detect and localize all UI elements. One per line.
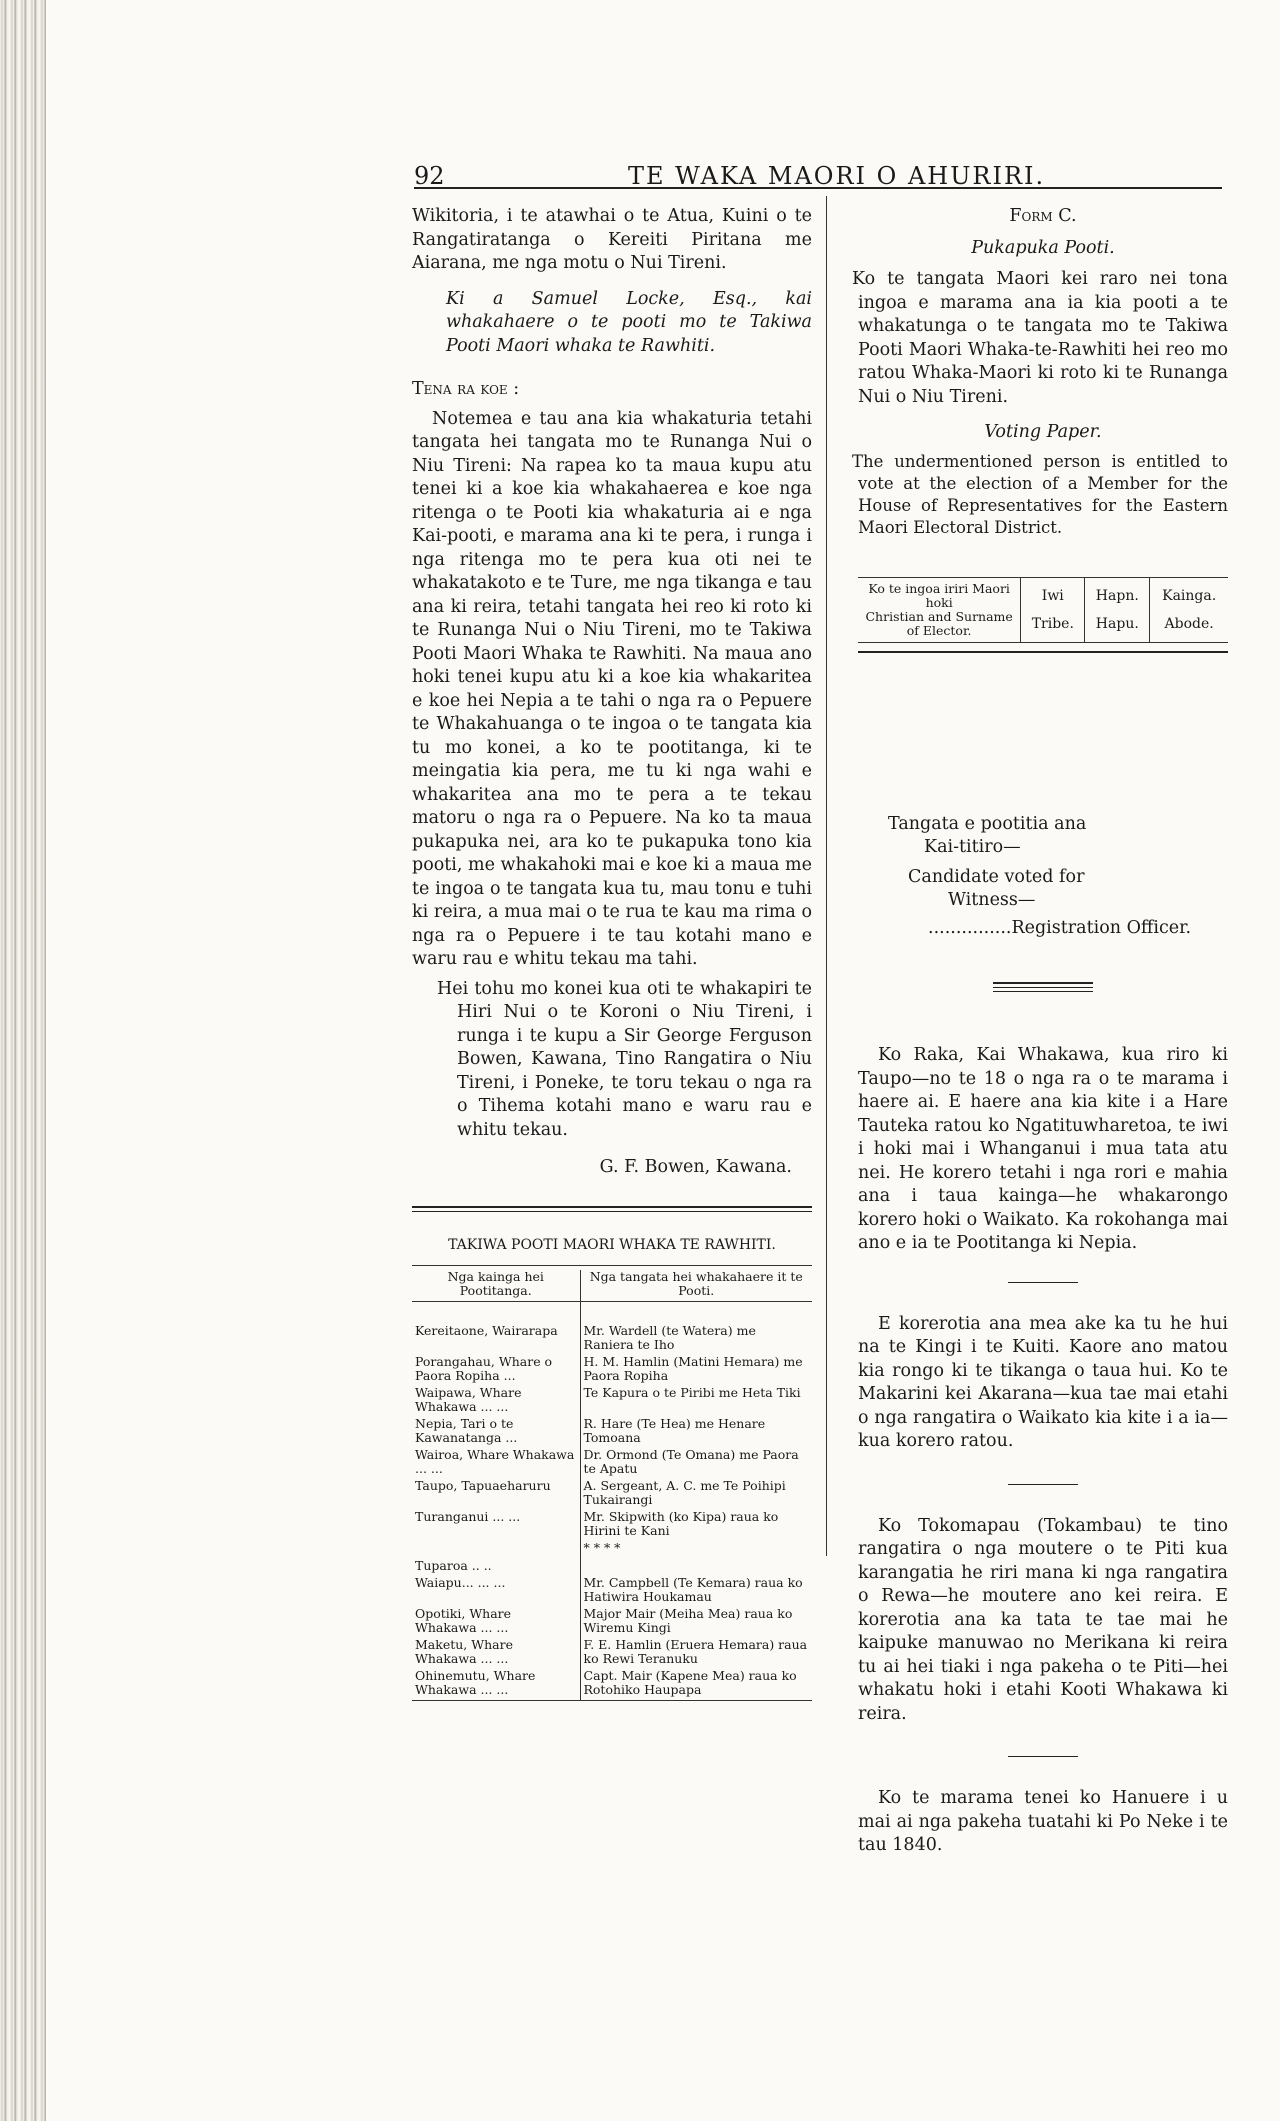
- table-header: [412, 1270, 812, 1302]
- address-to-officer: Ki a Samuel Locke, Esq., kai whakahaere o te pooti mo te Takiwa Pooti Maori whaka te Rawhiti.: [446, 288, 812, 356]
- ballot-table-wrap: [858, 577, 1228, 653]
- item-divider: [1008, 1484, 1078, 1485]
- writ-body: Notemea e tau ana kia whakaturia tetahi tangata hei tangata mo te Runanga Nui o Niu Tireni: Na rapea ko ta maua kupu atu tenei ki a koe kia whakahaerea e koe nga ritenga o te Pooti kia whakaturia ai e nga Kai-pooti, e marama ana ki te pera, i runga i nga ritenga mo te pera kua oti nei te whakatakoto e te Ture, me nga tikanga e tau ana ki reira, tetahi tangata hei reo ki roto ki te Runanga Nui o Niu Tireni, mo te Takiwa Pooti Maori Whaka te Rawhiti. Na maua ano hoki tenei kupu atu ki a koe kia whakaritea e koe hei Nepia a te tahi o nga ra o Pepuere te Whakahuanga o te ingoa o te tangata kia tu mo konei, a ko te pootitanga, ki te meingatia kia pera, me tu ki nga wahi e whakaritea ana mo te pera a te tekau matoru o nga ra o Pepuere. Na ko ta maua pukapuka nei, ara ko te pukapuka tono kia pooti, me whakahoki mai e koe ki a maua me te ingoa o te tangata kua tu, mau tonu e tuhi ki reira, a mua mai o te rua te kau ma rima o nga ra o Pepuere i te tau kotahi mano e waru rau e whitu tekau ma tahi.: [412, 408, 813, 969]
- header-rule: [414, 187, 1222, 189]
- item-divider: [1008, 1282, 1078, 1283]
- news-item: Ko Tokomapau (Tokambau) te tino rangatira o nga moutere o te Piti kua karangatia he riri mana ki nga rangatira o Rewa—he moutere ano kei reira. E korerotia ana ka tata te tae mai he kaipuke manuwao no Merikana ki reira tu ai hei tiaki i nga pakeha o te Piti—hei whakatu hoki i etahi Kooti Whakawa ki reira.: [858, 1515, 1228, 1724]
- ballot-header-maori: Iwi: [1041, 587, 1064, 604]
- ballot-header-abode: [1150, 578, 1228, 643]
- candidate-line: Witness—: [948, 890, 1036, 910]
- table-header-cell: Nga kainga hei Pootitanga.: [412, 1270, 580, 1302]
- news-item: Ko te marama tenei ko Hanuere i u mai ai nga pakeha tuatahi ki Po Neke i te tau 1840.: [858, 1788, 1228, 1855]
- polling-place-cell: Waipawa, Whare Whakawa ... ...: [412, 1386, 580, 1417]
- polling-places-table: [412, 1270, 812, 1700]
- salutation: Tena ra koe :: [412, 379, 520, 399]
- officers-cell: Mr. Wardell (te Watera) me Raniera te Iho: [583, 1323, 756, 1352]
- ballot-header-hapu: [1085, 578, 1150, 643]
- polling-table-wrap: [412, 1265, 812, 1701]
- table-row: [412, 1541, 812, 1559]
- page-number: 92: [414, 162, 445, 190]
- page-header: [0, 162, 1280, 198]
- table-body: [412, 1324, 812, 1700]
- officers-cell: * * * *: [583, 1540, 621, 1555]
- maori-voting-text: Ko te tangata Maori kei raro nei tona ingoa e marama ana ia kia pooti a te whakatunga o te tangata mo te Takiwa Pooti Maori Whaka-te-Rawhiti hei reo mo ratou Whaka-Maori ki roto ki te Runanga Nui o Niu Tireni.: [852, 269, 1228, 407]
- polling-place-cell: Nepia, Tari o te Kawanatanga ...: [412, 1417, 580, 1448]
- ballot-header-maori: Kainga.: [1162, 587, 1217, 604]
- candidate-line: Candidate voted for: [908, 866, 1085, 887]
- polling-place-cell: Opotiki, Whare Whakawa ... ...: [412, 1607, 580, 1638]
- polling-place-cell: Kereitaone, Wairarapa: [412, 1324, 580, 1355]
- table-row: [412, 1607, 812, 1638]
- officers-cell: A. Sergeant, A. C. me Te Poihipi Tukairangi: [583, 1478, 786, 1507]
- news-item: E korerotia ana mea ake ka tu he hui na te Kingi i te Kuiti. Kaore ano matou kia rongo ki te tikanga o taua hui. Ko te Makarini kei Akarana—kua tae mai etahi o nga rangatira o Waikato kia kite i a ia—kua korero ratou.: [858, 1313, 1228, 1451]
- proclamation: Wikitoria, i te atawhai o te Atua, Kuini o te Rangatiratanga o Kereiti Piritana me Aiarana, me nga motu o Nui Tireni.: [412, 206, 812, 273]
- polling-place-cell: Turanganui ... ...: [412, 1510, 580, 1541]
- table-row: [412, 1417, 812, 1448]
- table-header-cell: Nga tangata hei whakahaere it te Pooti.: [580, 1270, 812, 1302]
- officers-cell: Mr. Skipwith (ko Kipa) raua ko Hirini te Kani: [583, 1509, 779, 1538]
- table-row: [412, 1355, 812, 1386]
- voting-paper-title: Voting Paper.: [984, 422, 1102, 442]
- form-label: Form C.: [1009, 206, 1077, 226]
- polling-place-cell: Porangahau, Whare o Paora Ropiha ...: [412, 1355, 580, 1386]
- officers-cell: Capt. Mair (Kapene Mea) raua ko Rotohiko Haupapa: [583, 1668, 797, 1697]
- officers-cell: [580, 1559, 812, 1577]
- polling-place-cell: Waiapu... ... ...: [412, 1576, 580, 1607]
- form-subtitle: Pukapuka Pooti.: [971, 237, 1115, 258]
- column-rule: [826, 196, 827, 1556]
- candidate-block: [858, 813, 1228, 941]
- item-divider: [1008, 1756, 1078, 1757]
- polling-place-cell: Maketu, Whare Whakawa ... ...: [412, 1638, 580, 1669]
- officers-cell: Mr. Campbell (Te Kemara) raua ko Hatiwira Houkamau: [583, 1575, 803, 1604]
- polling-place-cell: Taupo, Tapuaeharuru: [412, 1479, 580, 1510]
- section-rule: [412, 1206, 812, 1212]
- left-column: [412, 205, 812, 1701]
- candidate-line: Kai-titiro—: [924, 837, 1021, 857]
- ballot-header-elector: [858, 578, 1021, 643]
- polling-table-title: TAKIWA POOTI MAORI WHAKA TE RAWHITI.: [448, 1236, 776, 1253]
- ballot-header-english: Hapu.: [1095, 615, 1139, 632]
- ballot-header-tribe: [1021, 578, 1085, 643]
- polling-place-cell: Ohinemutu, Whare Whakawa ... ...: [412, 1669, 580, 1700]
- ballot-header-english: Tribe.: [1031, 615, 1074, 632]
- ballot-header-maori: Hapn.: [1095, 587, 1139, 604]
- table-row: [412, 1576, 812, 1607]
- right-column: [852, 205, 1228, 1858]
- table-row: [412, 1638, 812, 1669]
- english-voting-text: The undermentioned person is entitled to vote at the election of a Member for the House of Representatives for the Eastern Maori Electoral District.: [852, 451, 1228, 537]
- officers-cell: Te Kapura o te Piribi me Heta Tiki: [583, 1385, 801, 1400]
- section-rule: [993, 982, 1093, 992]
- table-row: [412, 1448, 812, 1479]
- polling-place-cell: [412, 1541, 580, 1559]
- polling-place-cell: Wairoa, Whare Whakawa ... ...: [412, 1448, 580, 1479]
- table-row: [412, 1669, 812, 1700]
- table-row: [412, 1324, 812, 1355]
- officers-cell: R. Hare (Te Hea) me Henare Tomoana: [583, 1416, 766, 1445]
- ballot-header-english: Abode.: [1164, 615, 1214, 632]
- table-row: [412, 1510, 812, 1541]
- officers-cell: H. M. Hamlin (Matini Hemara) me Paora Ropiha: [583, 1354, 803, 1383]
- news-item: Ko Raka, Kai Whakawa, kua riro ki Taupo—no te 18 o nga ra o te marama i haere ai. E haere ana kia kite i a Hare Tauteka ratou ko Ngatituwharetoa, te iwi i hoki mai i Whanganui i mua tata atu nei. He korero tetahi i nga rori e mahia ana i taua kainga—he whakarongo korero hoki o Waikato. Ka rokohanga mai ano e ia te Pootitanga ki Nepia.: [858, 1045, 1228, 1253]
- officers-cell: Dr. Ormond (Te Omana) me Paora te Apatu: [583, 1447, 799, 1476]
- candidate-line: Tangata e pootitia ana: [888, 813, 1087, 834]
- table-row: [412, 1386, 812, 1417]
- witness-clause: Hei tohu mo konei kua oti te whakapiri te Hiri Nui o te Koroni o Niu Tireni, i runga i te kupu a Sir George Ferguson Bowen, Kawana, Tino Rangatira o Niu Tireni, i Poneke, te toru tekau o nga ra o Tihema kotahi mano e waru rau e whitu tekau.: [437, 978, 812, 1140]
- page-title: TE WAKA MAORI O AHURIRI.: [628, 162, 1046, 190]
- ballot-table: [858, 578, 1228, 643]
- officers-cell: F. E. Hamlin (Eruera Hemara) raua ko Rewi Teranuku: [583, 1637, 808, 1666]
- ballot-header-maori: Ko te ingoa iriri Maori hoki: [868, 580, 1010, 610]
- signature: G. F. Bowen, Kawana.: [599, 1157, 792, 1177]
- ballot-header-english: Christian and Surname of Elector.: [865, 608, 1013, 638]
- polling-place-cell: Tuparoa .. ..: [412, 1559, 580, 1577]
- officers-cell: Major Mair (Meiha Mea) raua ko Wiremu Kingi: [583, 1606, 793, 1635]
- registration-officer: ...............Registration Officer.: [928, 917, 1192, 938]
- table-row: [412, 1479, 812, 1510]
- table-row: [412, 1559, 812, 1577]
